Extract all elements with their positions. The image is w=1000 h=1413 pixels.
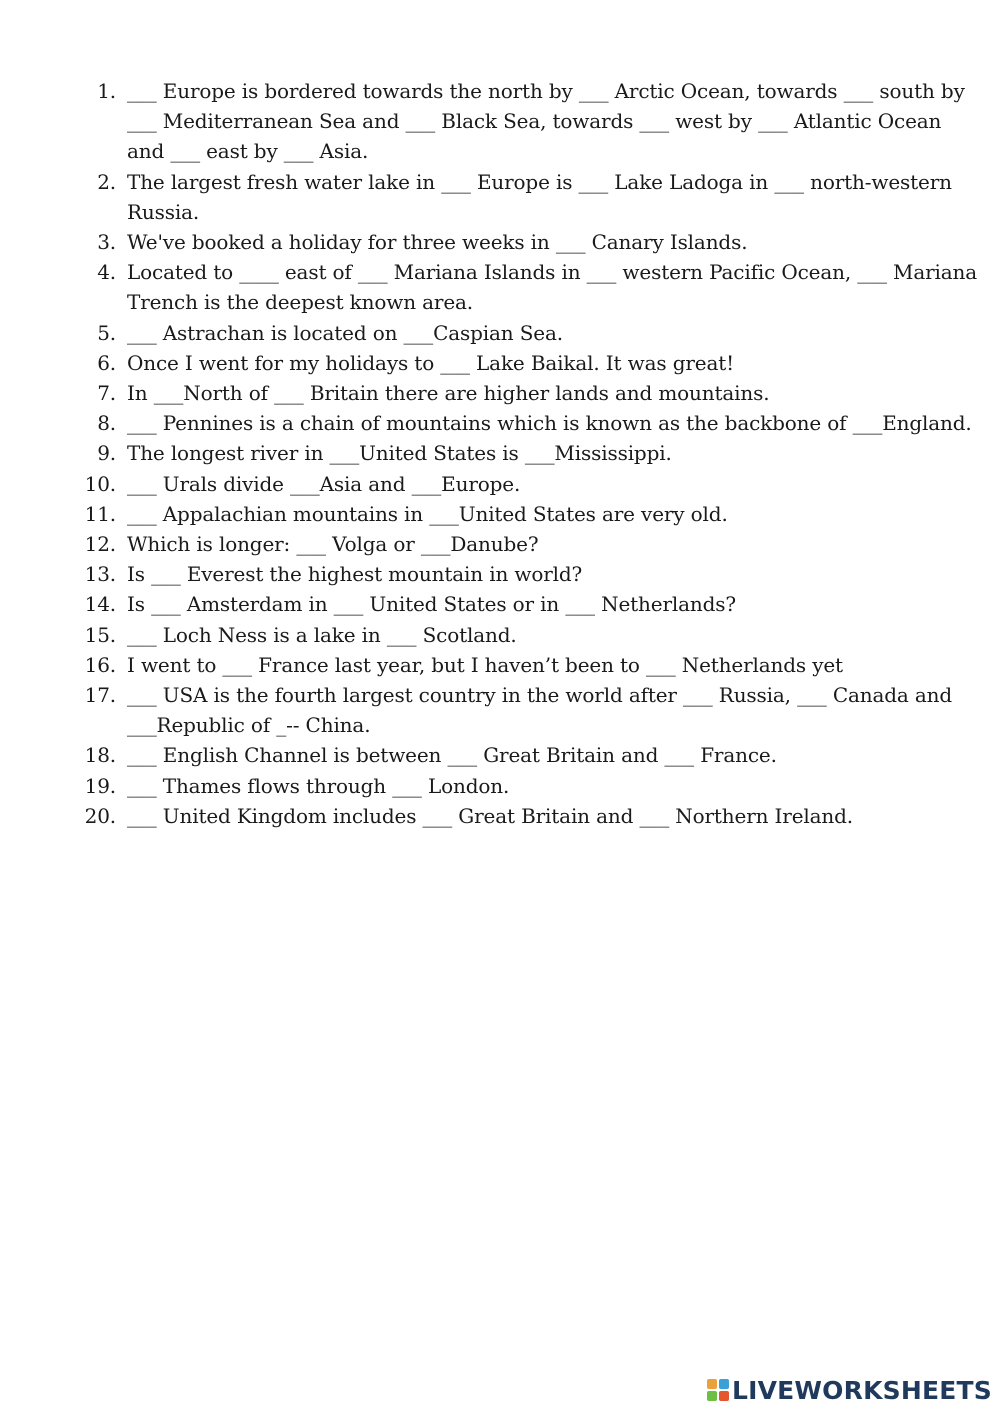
question-number: 2. [97, 169, 116, 194]
question-item-16 [0, 650, 1000, 680]
question-text: In ___North of ___ Britain there are higher lands and mountains. [127, 381, 770, 406]
question-item-17 [0, 680, 1000, 740]
question-text: We've booked a holiday for three weeks in ___ Canary Islands. [127, 230, 748, 255]
question-text: The largest fresh water lake in ___ Europe is ___ Lake Ladoga in ___ north-western Russia. [127, 169, 952, 224]
question-text: ___ USA is the fourth largest country in the world after ___ Russia, ___ Canada and ___Republic of _-- China. [127, 683, 953, 738]
question-number: 18. [84, 743, 116, 768]
question-number: 20. [84, 803, 116, 828]
logo-square [707, 1379, 717, 1389]
question-text: Once I went for my holidays to ___ Lake Baikal. It was great! [127, 350, 734, 375]
question-text: ___ United Kingdom includes ___ Great Britain and ___ Northern Ireland. [127, 803, 854, 828]
question-number: 6. [97, 350, 116, 375]
liveworksheets-mark-icon [707, 1379, 729, 1401]
question-number: 5. [97, 320, 116, 345]
question-text: The longest river in ___United States is ___Mississippi. [127, 441, 672, 466]
question-number: 13. [84, 562, 116, 587]
question-text: ___ Pennines is a chain of mountains which is known as the backbone of ___England. [127, 411, 972, 436]
question-text: Which is longer: ___ Volga or ___Danube? [127, 532, 539, 557]
logo-text: LIVEWORKSHEETS [731, 1375, 992, 1405]
question-item-2 [0, 167, 1000, 227]
question-text: ___ Appalachian mountains in ___United States are very old. [127, 501, 728, 526]
question-number: 10. [84, 471, 116, 496]
question-item-19 [0, 771, 1000, 801]
question-number: 15. [84, 622, 116, 647]
question-item-11 [0, 499, 1000, 529]
question-item-13 [0, 559, 1000, 589]
question-item-9 [0, 438, 1000, 468]
logo-square [719, 1391, 729, 1401]
question-number: 12. [84, 532, 116, 557]
question-item-4 [0, 257, 1000, 317]
question-item-12 [0, 529, 1000, 559]
question-text: Located to ____ east of ___ Mariana Islands in ___ western Pacific Ocean, ___ Mariana Trench is the deepest known area. [127, 260, 978, 315]
question-text: ___ English Channel is between ___ Great Britain and ___ France. [127, 743, 777, 768]
question-number: 9. [97, 441, 116, 466]
question-item-8 [0, 408, 1000, 438]
question-item-7 [0, 378, 1000, 408]
question-number: 19. [84, 773, 116, 798]
question-text: I went to ___ France last year, but I haven’t been to ___ Netherlands yet [127, 652, 843, 677]
question-text: ___ Urals divide ___Asia and ___Europe. [127, 471, 521, 496]
question-text: ___ Europe is bordered towards the north by ___ Arctic Ocean, towards ___ south by ___ Mediterranean Sea and ___ Black Sea, towards ___ west by ___ Atlantic Ocean and ___ east by ___ Asia. [127, 79, 965, 164]
question-number: 1. [97, 79, 116, 103]
question-text: Is ___ Amsterdam in ___ United States or in ___ Netherlands? [127, 592, 736, 617]
question-item-18 [0, 740, 1000, 770]
question-text: ___ Astrachan is located on ___Caspian Sea. [127, 320, 563, 345]
question-item-10 [0, 469, 1000, 499]
question-item-1 [0, 76, 1000, 167]
question-number: 7. [97, 381, 116, 406]
question-number: 8. [97, 411, 116, 436]
question-number: 17. [84, 683, 116, 708]
question-item-20 [0, 801, 1000, 831]
question-item-3 [0, 227, 1000, 257]
question-number: 11. [84, 501, 116, 526]
question-number: 4. [97, 260, 116, 285]
question-text: ___ Loch Ness is a lake in ___ Scotland. [127, 622, 517, 647]
liveworksheets-logo[interactable] [707, 1375, 992, 1405]
question-item-6 [0, 348, 1000, 378]
question-number: 14. [84, 592, 116, 617]
question-item-14 [0, 589, 1000, 619]
question-item-15 [0, 620, 1000, 650]
question-item-5 [0, 318, 1000, 348]
worksheet-question-list [0, 76, 1000, 831]
logo-square [707, 1391, 717, 1401]
question-text: Is ___ Everest the highest mountain in world? [127, 562, 583, 587]
question-text: ___ Thames flows through ___ London. [127, 773, 510, 798]
question-number: 16. [84, 652, 116, 677]
logo-square [719, 1379, 729, 1389]
question-number: 3. [97, 230, 116, 255]
